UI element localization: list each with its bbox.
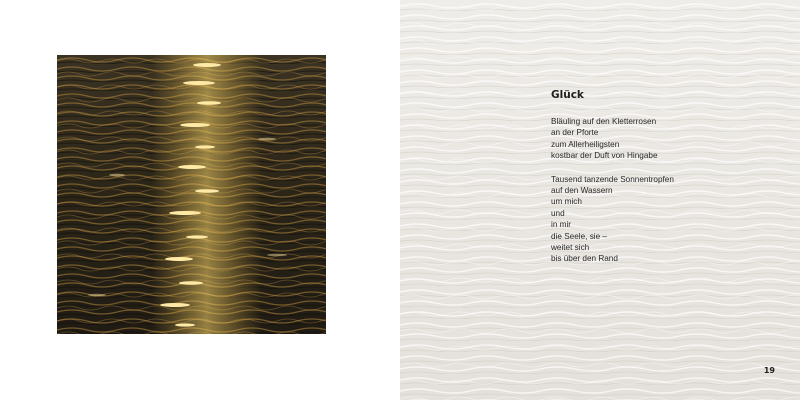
poem (551, 89, 751, 277)
poem-line: Tausend tanzende Sonnentropfen (551, 174, 674, 184)
poem-line: die Seele, sie – (551, 231, 607, 241)
poem-line: zum Allerheiligsten (551, 139, 620, 149)
poem-line: Bläuling auf den Kletterrosen (551, 117, 657, 126)
right-page (400, 0, 800, 400)
poem-stanza-2 (551, 174, 751, 265)
poem-stanza-1 (551, 116, 751, 162)
poem-line: kostbar der Duft von Hingabe (551, 151, 658, 161)
poem-line: und (551, 208, 565, 218)
poem-line: auf den Wassern (551, 186, 613, 196)
poem-title: Glück (551, 89, 584, 101)
page-number: 19 (763, 366, 775, 375)
poem-line: weitet sich (551, 243, 590, 253)
poem-line: an der Pforte (551, 128, 599, 138)
sunset-water-photo (57, 55, 326, 334)
poem-line: um mich (551, 197, 582, 207)
poem-line: in mir (551, 220, 572, 230)
poem-line: bis über den Rand (551, 254, 618, 264)
